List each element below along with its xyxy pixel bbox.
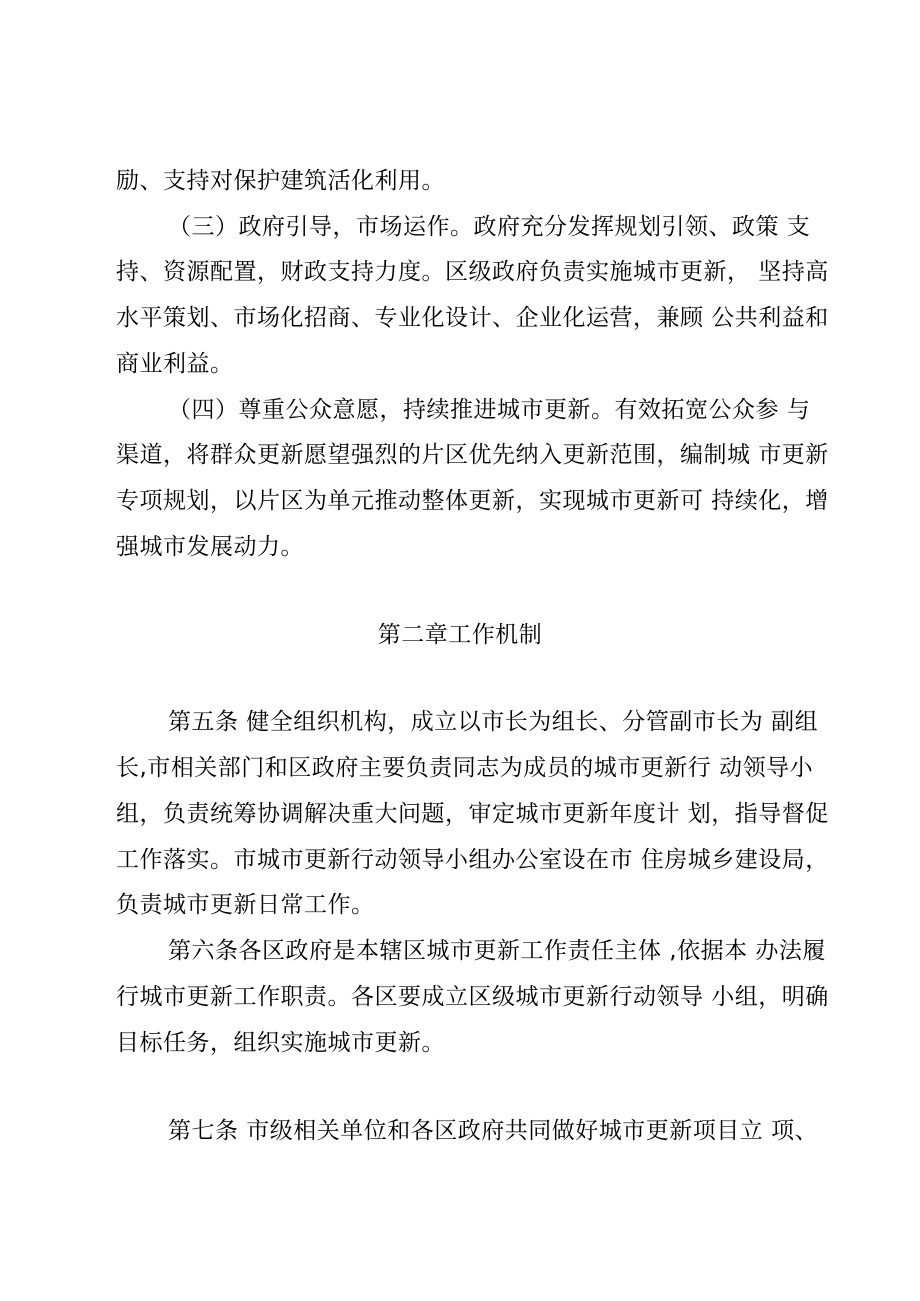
paragraph-line: 励、支持对保护建筑活化利用。 bbox=[116, 168, 445, 194]
paragraph-line: 渠道，将群众更新愿望强烈的片区优先纳入更新范围，编制城 市更新 bbox=[116, 442, 829, 468]
paragraph-line: 强城市发展动力。 bbox=[116, 534, 304, 560]
paragraph-line: 行城市更新工作职责。各区要成立区级城市更新行动领导 小组，明确 bbox=[116, 984, 829, 1010]
paragraph-line: 商业利益。 bbox=[116, 351, 234, 377]
paragraph-line: 第六条各区政府是本辖区城市更新工作责任主体 ,依据本 办法履 bbox=[168, 938, 826, 964]
paragraph-line: 水平策划、市场化招商、专业化设计、企业化运营，兼顾 公共利益和 bbox=[116, 305, 829, 331]
paragraph-line: （三）政府引导，市场运作。政府充分发挥规划引领、政策 支 bbox=[168, 214, 811, 240]
paragraph-line: 目标任务，组织实施城市更新。 bbox=[116, 1030, 445, 1056]
paragraph-line: 第五条 健全组织机构，成立以市长为组长、分管副市长为 副组 bbox=[168, 709, 819, 735]
paragraph-line: 长,市相关部门和区政府主要负责同志为成员的城市更新行 动领导小 bbox=[116, 755, 814, 781]
paragraph-line: 专项规划，以片区为单元推动整体更新，实现城市更新可 持续化，增 bbox=[116, 488, 829, 514]
paragraph-line: 持、资源配置，财政支持力度。区级政府负责实施城市更新， 坚持高 bbox=[116, 259, 829, 285]
paragraph-line: （四）尊重公众意愿，持续推进城市更新。有效拓宽公众参 与 bbox=[168, 397, 811, 423]
paragraph-line: 工作落实。市城市更新行动领导小组办公室设在市 住房城乡建设局， bbox=[116, 847, 829, 873]
chapter-heading: 第二章工作机制 bbox=[377, 622, 543, 648]
paragraph-line: 组，负责统筹协调解决重大问题，审定城市更新年度计 划，指导督促 bbox=[116, 801, 829, 827]
paragraph-line: 负责城市更新日常工作。 bbox=[116, 892, 375, 918]
paragraph-line: 第七条 市级相关单位和各区政府共同做好城市更新项目立 项、 bbox=[168, 1118, 819, 1144]
